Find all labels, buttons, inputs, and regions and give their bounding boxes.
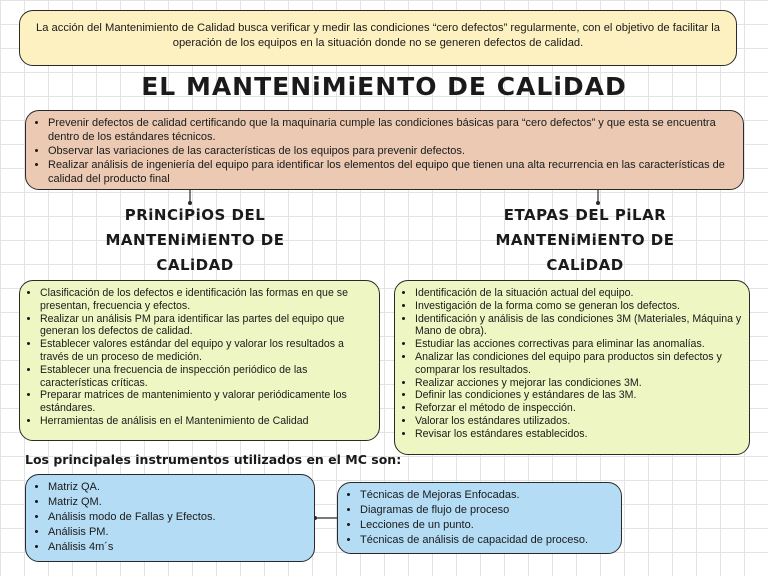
list-item: • Observar las variaciones de las características de los equipos para prevenir defectos. — [48, 144, 737, 158]
list-item: • Prevenir defectos de calidad certificando que la maquinaria cumple las condiciones básicas para “cero defectos” y que esta se encuentra dentro de los estándares técnicos. — [48, 116, 737, 144]
instruments-box-2 — [337, 482, 622, 554]
list-item: • Análisis 4m´s — [48, 540, 308, 555]
list-item: • Herramientas de análisis en el Mantenimiento de Calidad — [40, 415, 373, 428]
list-item: • Revisar los estándares establecidos. — [415, 428, 743, 441]
list-item: • Realizar acciones y mejorar las condiciones 3M. — [415, 377, 743, 390]
stages-box — [394, 280, 750, 455]
stages-title: ETAPAS DEL PiLAR MANTENiMiENTO DE CALiDAD — [495, 206, 675, 274]
list-item: • Establecer valores estándar del equipo y valorar los resultados a través de un proceso de medición. — [40, 338, 373, 364]
stages-list — [399, 287, 743, 441]
list-item: • Establecer una frecuencia de inspección periódico de las características críticas. — [40, 364, 373, 390]
instruments-list-2 — [344, 488, 615, 548]
list-item: • Estudiar las acciones correctivas para eliminar las anomalías. — [415, 338, 743, 351]
list-item: • Valorar los estándares utilizados. — [415, 415, 743, 428]
list-item: • Realizar un análisis PM para identificar las partes del equipo que generan los defectos de calidad. — [40, 313, 373, 339]
list-item: • Clasificación de los defectos e identificación las formas en que se presentan, frecuencia y efectos. — [40, 287, 373, 313]
principles-box — [19, 280, 380, 441]
list-item: • Preparar matrices de mantenimiento y valorar periódicamente los estándares. — [40, 389, 373, 415]
intro-text: La acción del Mantenimiento de Calidad busca verificar y medir las condiciones “cero defectos” regularmente, con el objetivo de facilitar la operación de los equipos en la situación donde no se generen defectos de calidad. — [35, 22, 721, 49]
principles-list — [24, 287, 373, 428]
list-item: • Identificación y análisis de las condiciones 3M (Materiales, Máquina y Mano de obra). — [415, 313, 743, 339]
list-item: • Técnicas de Mejoras Enfocadas. — [360, 488, 615, 503]
list-item: • Definir las condiciones y estándares de las 3M. — [415, 389, 743, 402]
instruments-box-1 — [25, 474, 315, 562]
list-item: • Lecciones de un punto. — [360, 518, 615, 533]
list-item: • Investigación de la forma como se generan los defectos. — [415, 300, 743, 313]
list-item: • Análisis modo de Fallas y Efectos. — [48, 510, 308, 525]
principles-title: PRiNCiPiOS DEL MANTENiMiENTO DE CALiDAD — [105, 206, 285, 274]
list-item: • Matriz QA. — [48, 480, 308, 495]
main-title: EL MANTENiMiENTO DE CALiDAD — [141, 72, 627, 101]
instruments-list-1 — [32, 480, 308, 555]
list-item: • Analizar las condiciones del equipo para productos sin defectos y comparar los resultados. — [415, 351, 743, 377]
list-item: • Diagramas de flujo de proceso — [360, 503, 615, 518]
list-item: • Reforzar el método de inspección. — [415, 402, 743, 415]
list-item: • Realizar análisis de ingeniería del equipo para identificar los elementos del equipo que tienen una alta recurrencia en las características de calidad del producto final — [48, 158, 737, 186]
list-item: • Análisis PM. — [48, 525, 308, 540]
list-item: • Técnicas de análisis de capacidad de proceso. — [360, 533, 615, 548]
list-item: • Matriz QM. — [48, 495, 308, 510]
list-item: • Identificación de la situación actual del equipo. — [415, 287, 743, 300]
instruments-heading: Los principales instrumentos utilizados en el MC son: — [25, 452, 402, 467]
